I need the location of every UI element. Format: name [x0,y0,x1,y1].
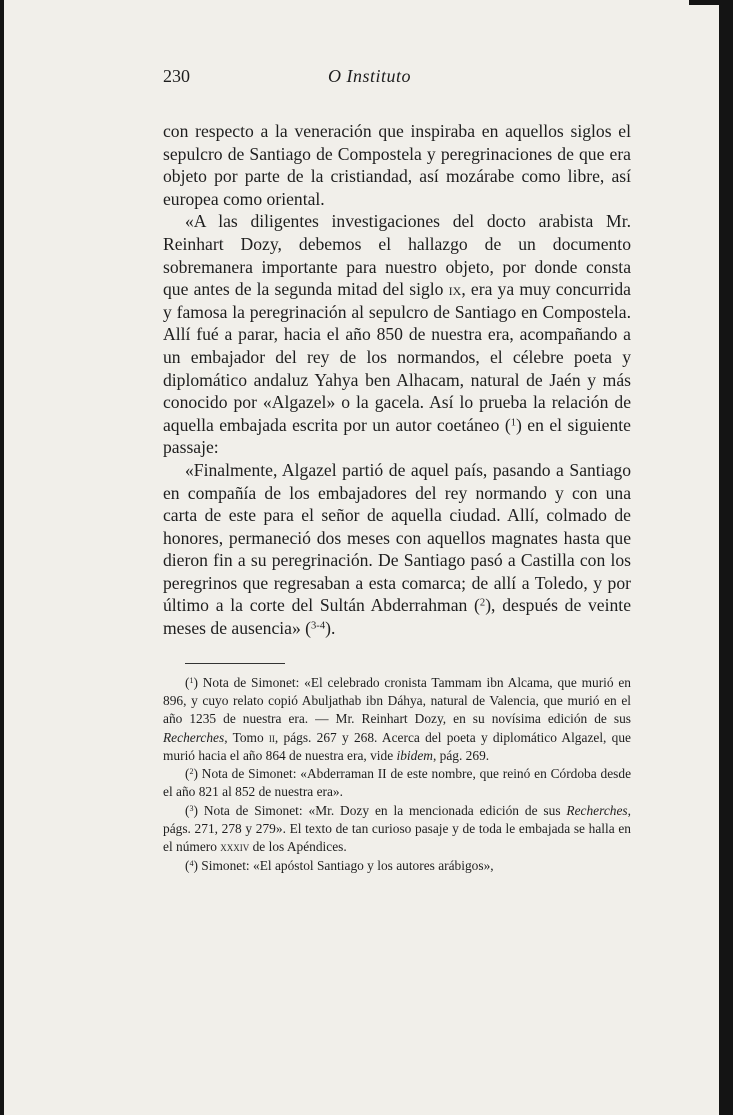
footnote-3-text-a: Nota de Simonet: «Mr. Dozy en la mencionada edición de sus [203,802,567,818]
paragraph-2-text-c: ) en el siguiente passaje: [163,414,631,458]
footnote-ref-3-4[interactable]: 3-4 [311,620,326,632]
footnote-mark: 2 [189,767,194,777]
paragraph-3-text-c: ). [325,618,336,639]
footnote-1-roman: ii [268,729,275,745]
footnote-3-roman: xxxiv [220,839,250,855]
paragraph-3-text-b: ), después de veinte meses de ausencia» ( [163,595,632,639]
paragraph-3 [163,459,631,640]
roman-numeral: ix [448,279,462,300]
footnote-3-text-c: de los Apéndices. [249,839,347,855]
footnote-divider [185,663,285,664]
footnote-mark: 1 [189,675,194,685]
book-page [163,66,631,875]
scan-border-top [689,0,719,5]
footnote-1-italic-b: ibidem [396,747,433,763]
footnote-3: ($^3$) Nota de Simonet: «Mr. Dozy en la mencionada edición de sus Recherches, págs. 271, 278 y 279». El texto de tan curioso pasaje y de toda le embajada se halla en el número xxxiv de los Apéndices. [163,802,631,855]
footnote-ref-2[interactable]: 2 [479,598,486,610]
paragraph-2 [163,210,631,459]
footnotes [163,674,631,875]
paragraph-1: con respecto a la veneración que inspiraba en aquellos siglos el sepulcro de Santiago de Compostela y peregrinaciones de que era objeto por parte de la cristiandad, así mozárabe como libre, así europea como oriental. [163,121,631,209]
paragraph-2-text-b: , era ya muy concurrida y famosa la peregrinación al sepulcro de Santiago en Compostela. Allí fué a parar, hacia el año 850 de nuestra era, acompañando a un embajador del rey de los normandos, el célebre poeta y diplomático andaluz Yahya ben Alhacam, natural de Jaén y más conocido por «Algazel» o la gacela. Así lo prueba la relación de aquella embajada escrita por un autor coetáneo ( [163,279,631,435]
running-title: O Instituto [328,66,412,86]
footnote-1-text-b: , Tomo [224,729,269,745]
scan-border-left [0,0,4,1115]
footnote-1-text-a: Nota de Simonet: «El celebrado cronista Tammam ibn Alcama, que murió en 896, y cuyo relato copió Abuljathab ibn Dáhya, natural de Valencia, que murió en el año 1235 de nuestra era. — Mr. Reinhart Dozy, en su novísima edición de sus [163,674,632,727]
footnote-2: ($^2$) Nota de Simonet: «Abderraman II de este nombre, que reinó en Córdoba desde el año 821 al 852 de nuestra era». [163,766,632,800]
page-header [163,66,631,92]
footnote-4-text: Simonet: «El apóstol Santiago y los autores arábigos», [201,857,494,873]
footnote-1: ($^1$) Nota de Simonet: «El celebrado cronista Tammam ibn Alcama, que murió en 896, y cuyo relato copió Abuljathab ibn Dáhya, natural de Valencia, que murió en el año 1235 de nuestra era. — Mr. Reinhart Dozy, en su novísima edición de sus Recherches, Tomo ii, págs. 267 y 268. Acerca del poeta y diplomático Algazel, que murió hacia el año 864 de nuestra era, vide ibidem, pág. 269. [163,674,632,763]
footnote-3-text-b: , págs. 271, 278 y 279». El texto de tan curioso pasaje y de toda le embajada se halla en el número [163,802,631,855]
footnote-mark: 3 [189,803,194,813]
paragraph-3-text-a: «Finalmente, Algazel partió de aquel país, pasando a Santiago en compañía de los embajadores del rey normando y con una carta de este para el señor de aquella ciudad. Allí, colmado de honores, permaneció dos meses con aquellos magnates hasta que dieron fin a su peregrinación. De Santiago pasó a Castilla con los peregrinos que regresaban a esta comarca; de allí a Toledo, y por último a la corte del Sultán Abderrahman ( [163,459,631,616]
main-text [163,120,631,640]
paragraph-2-text-a: «A las diligentes investigaciones del docto arabista Mr. Reinhart Dozy, debemos el hallazgo de un documento sobremanera importante para nuestro objeto, por donde consta que antes de la segunda mitad del siglo [163,211,631,300]
footnote-2-text: Nota de Simonet: «Abderraman II de este nombre, que reinó en Córdoba desde el año 821 al 852 de nuestra era». [163,766,632,800]
footnote-1-italic-a: Recherches [163,729,225,745]
scan-border-right [719,0,733,1115]
footnote-ref-1[interactable]: 1 [510,417,516,429]
footnote-1-text-c: , págs. 267 y 268. Acerca del poeta y diplomático Algazel, que murió hacia el año 864 de nuestra era, vide [163,729,631,763]
footnote-1-text-d: , pág. 269. [432,747,490,763]
page-number: 230 [163,66,190,86]
footnote-mark: 4 [189,858,194,868]
footnote-3-italic: Recherches [566,802,628,818]
footnote-4: ($^4$) Simonet: «El apóstol Santiago y los autores arábigos», [185,857,494,873]
